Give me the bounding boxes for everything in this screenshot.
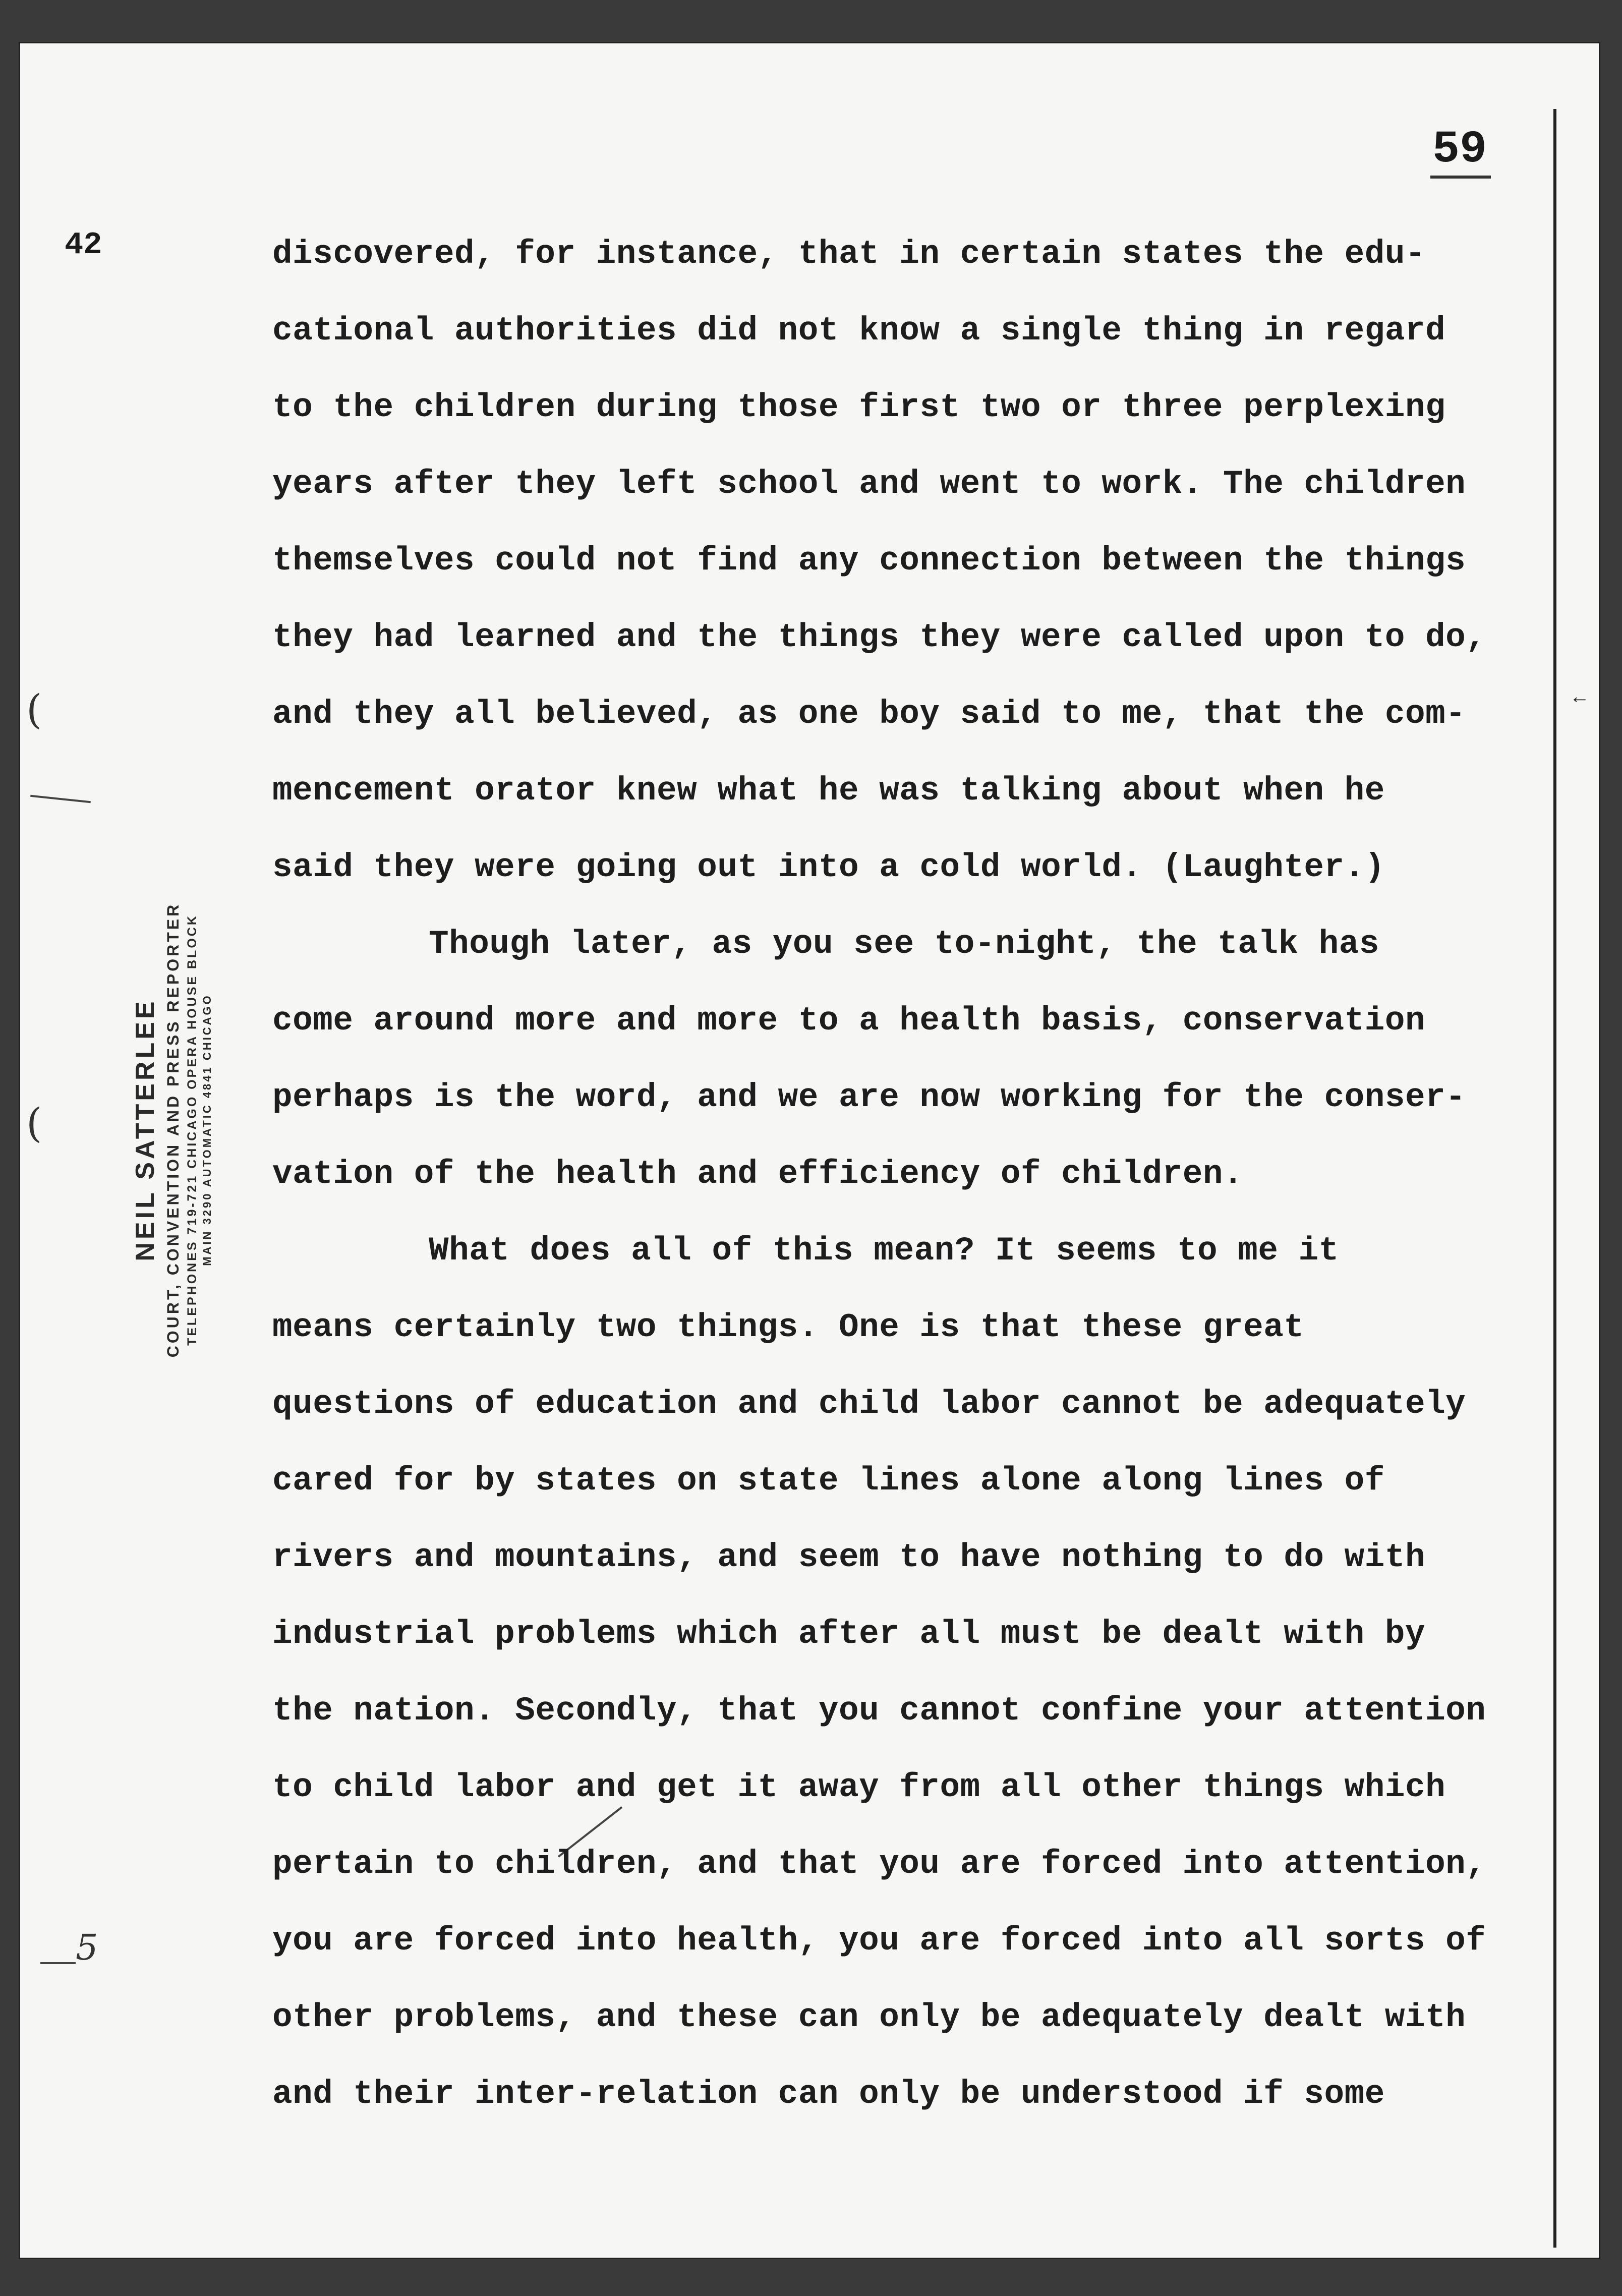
transcript-line: and their inter-relation can only be understood if some [272,2075,1385,2113]
transcript-line: come around more and more to a health basis, conservation [272,1002,1426,1040]
arrow-icon: ← [1574,687,1586,710]
transcript-line: means certainly two things. One is that these great [272,1308,1304,1346]
reporter-stamp [129,661,229,1599]
transcript-line: themselves could not find any connection between the things [272,542,1466,580]
transcript-line: What does all of this mean? It seems to me it [429,1232,1339,1270]
transcript-line: discovered, for instance, that in certain states the edu- [272,235,1426,273]
stamp-address: TELEPHONES 719-721 CHICAGO OPERA HOUSE BLOCK [185,914,199,1346]
transcript-line: Though later, as you see to-night, the talk has [429,925,1380,963]
margin-paren-mark: ( [26,1100,42,1146]
transcript-line: cared for by states on state lines alone along lines of [272,1462,1385,1500]
margin-rule [1553,109,1556,2248]
transcript-line: to child labor and get it away from all other things which [272,1768,1446,1806]
margin-paren-mark: ( [26,686,42,733]
transcript-body [272,227,1486,2144]
pencil-stroke [40,1962,76,1964]
page-number-underline [1430,176,1491,179]
transcript-line: vation of the health and efficiency of children. [272,1155,1244,1193]
transcript-line: you are forced into health, you are forced into all sorts of [272,1922,1486,1960]
transcript-line: they had learned and the things they were called upon to do, [272,618,1486,656]
handwritten-mark: 5 [76,1927,98,1968]
transcript-line: rivers and mountains, and seem to have nothing to do with [272,1538,1426,1576]
transcript-line: years after they left school and went to work. The children [272,465,1466,503]
transcript-line: and they all believed, as one boy said to me, that the com- [272,695,1466,733]
stamp-title: COURT, CONVENTION AND PRESS REPORTER [164,902,182,1358]
transcript-line: mencement orator knew what he was talking about when he [272,772,1385,810]
transcript-line: perhaps is the word, and we are now working for the conser- [272,1078,1466,1116]
transcript-line: said they were going out into a cold world. (Laughter.) [272,848,1385,886]
transcript-line: pertain to children, and that you are forced into attention, [272,1845,1486,1883]
transcript-line-marker: 42 [65,227,102,263]
transcript-line: to the children during those first two or three perplexing [272,388,1446,426]
transcript-line: the nation. Secondly, that you cannot confine your attention [272,1692,1486,1730]
stamp-name: NEIL SATTERLEE [131,998,160,1261]
stamp-phones: MAIN 3290 AUTOMATIC 4841 CHICAGO [201,994,213,1266]
transcript-line: questions of education and child labor cannot be adequately [272,1385,1466,1423]
transcript-line: industrial problems which after all must be dealt with by [272,1615,1426,1653]
transcript-line: cational authorities did not know a single thing in regard [272,312,1446,350]
transcript-line: other problems, and these can only be adequately dealt with [272,1998,1466,2036]
page-number: 59 [1432,124,1487,176]
